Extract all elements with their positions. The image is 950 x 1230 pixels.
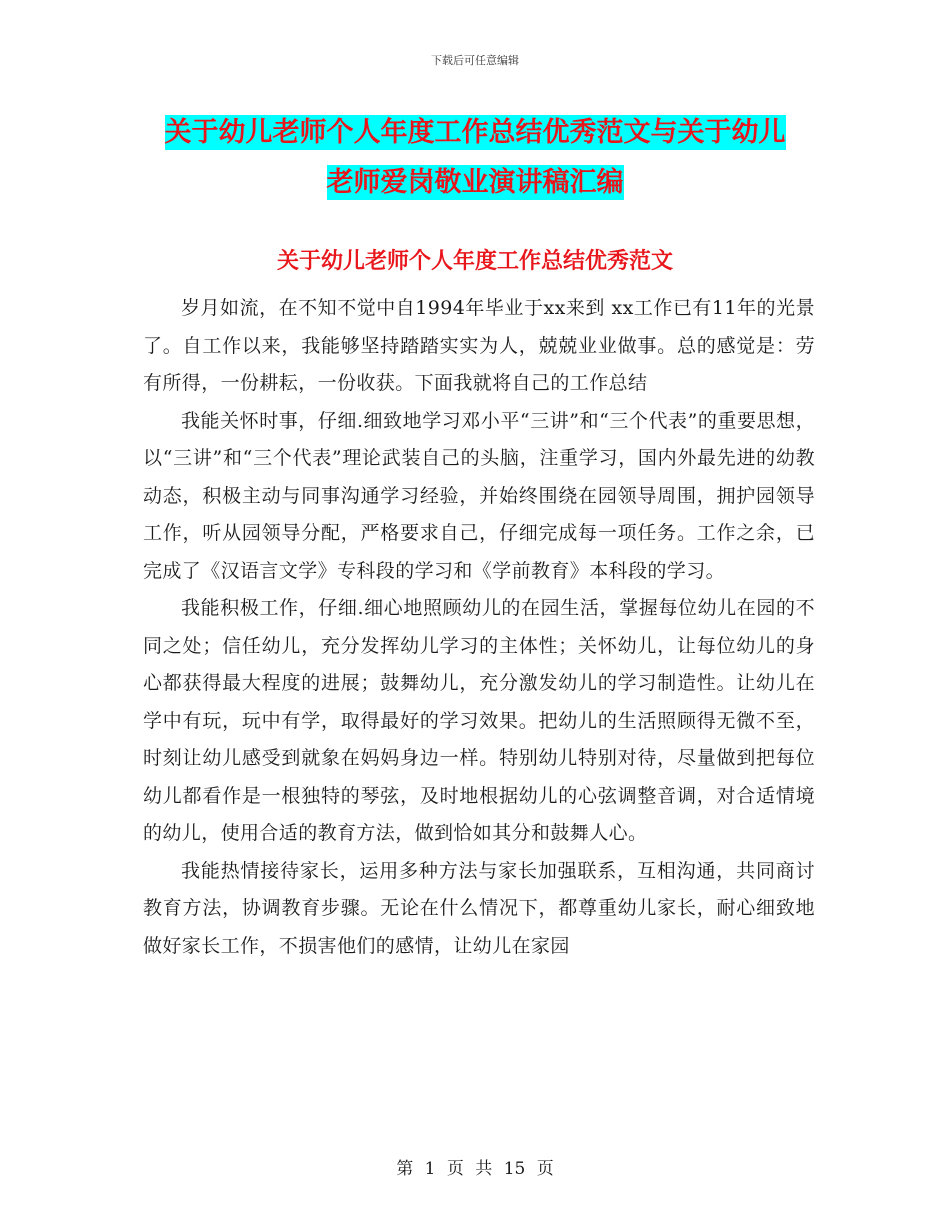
document-title-line-2: 老师爱岗敬业演讲稿汇编 <box>326 167 624 198</box>
page-header-note: 下载后可任意编辑 <box>431 54 519 67</box>
page-footer: 第 1 页 共 15 页 <box>396 1159 554 1179</box>
body-text <box>143 290 815 965</box>
paragraph: 我能热情接待家长，运用多种方法与家长加强联系，互相沟通，共同商讨教育方法，协调教育步骤。无论在什么情况下，都尊重幼儿家长，耐心细致地做好家长工作，不损害他们的感情，让幼儿在家园 <box>143 859 815 957</box>
document-title-line-1: 关于幼儿老师个人年度工作总结优秀范文与关于幼儿 <box>164 117 786 148</box>
section-heading: 关于幼儿老师个人年度工作总结优秀范文 <box>276 249 673 274</box>
document-title <box>120 108 830 208</box>
paragraph: 我能关怀时事，仔细.细致地学习邓小平“三讲”和“三个代表”的重要思想，以“三讲”和“三个代表”理论武装自己的头脑，注重学习，国内外最先进的幼教动态，积极主动与同事沟通学习经验，并始终围绕在园领导周围，拥护园领导工作，听从园领导分配，严格要求自己，仔细完成每一项任务。工作之余，已完成了《汉语言文学》专科段的学习和《学前教育》本科段的学习。 <box>143 409 815 582</box>
paragraph: 我能积极工作，仔细.细心地照顾幼儿的在园生活，掌握每位幼儿在园的不同之处；信任幼儿，充分发挥幼儿学习的主体性；关怀幼儿，让每位幼儿的身心都获得最大程度的进展；鼓舞幼儿，充分激发幼儿的学习制造性。让幼儿在学中有玩，玩中有学，取得最好的学习效果。把幼儿的生活照顾得无微不至，时刻让幼儿感受到就象在妈妈身边一样。特别幼儿特别对待，尽量做到把每位幼儿都看作是一根独特的琴弦，及时地根据幼儿的心弦调整音调，对合适情境的幼儿，使用合适的教育方法，做到恰如其分和鼓舞人心。 <box>143 597 815 844</box>
paragraph: 岁月如流，在不知不觉中自1994年毕业于xx来到 xx工作已有11年的光景了。自工作以来，我能够坚持踏踏实实为人，兢兢业业做事。总的感觉是：劳有所得，一份耕耘，一份收获。下面我就将自己的工作总结 <box>143 297 815 394</box>
